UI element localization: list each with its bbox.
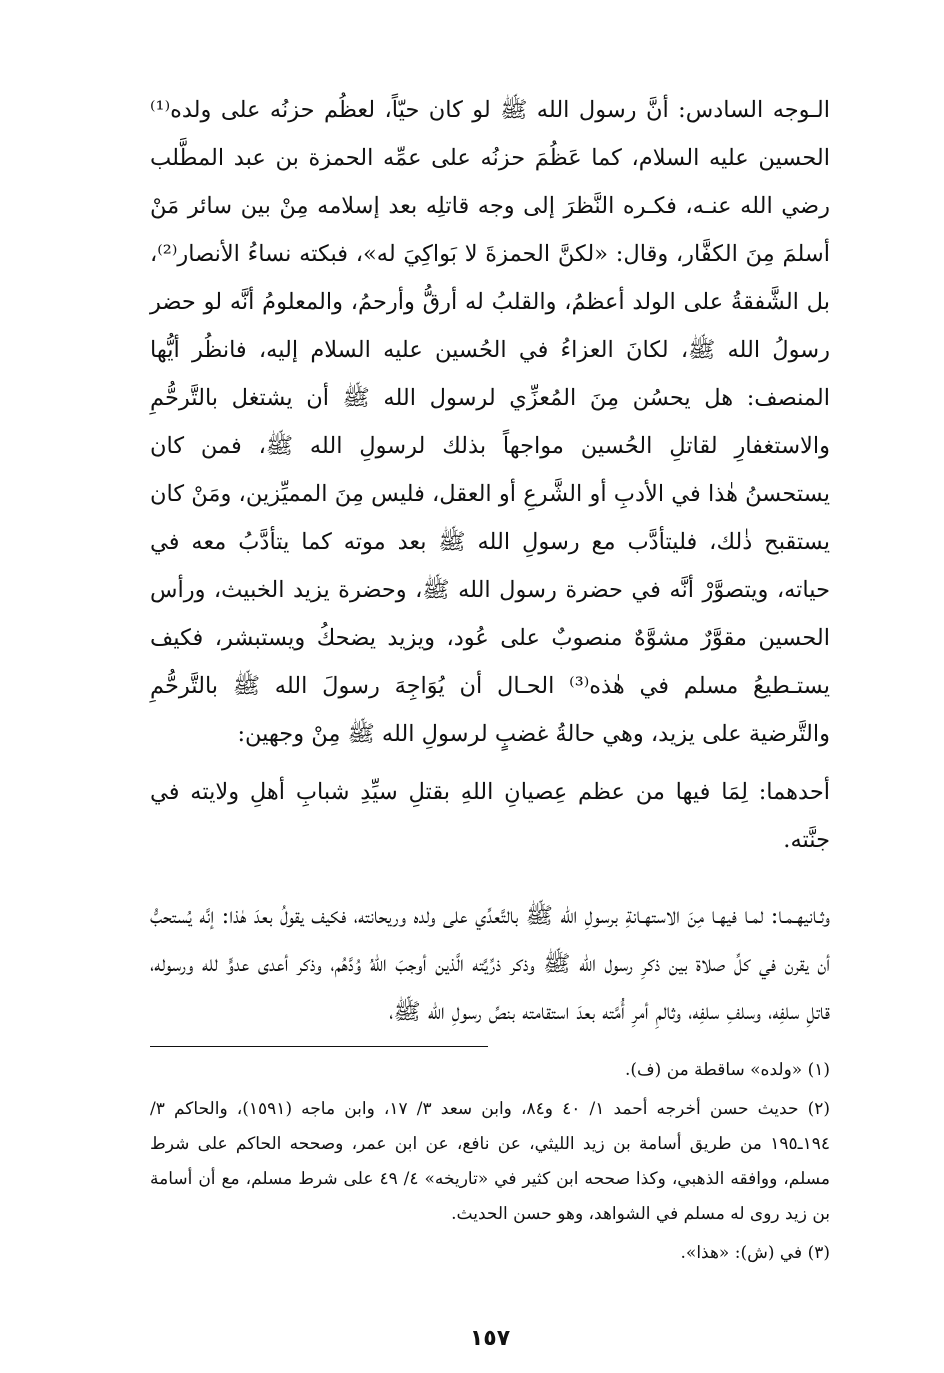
body-paragraph-2: أحدهما: لِمَا فيها من عظم عِصيانِ اللهِ بقتلِ سيِّدِ شبابِ أهلِ ولايته في جنَّته. [150, 779, 830, 853]
book-page [150, 74, 830, 1364]
body-paragraph-1: الـوجه السادس: أنَّ رسول الله ﷺ لو كان حيّاً، لعظُم حزنُه على ولده⁽¹⁾ الحسين عليه السلام، كما عَظُمَ حزنُه على عمِّه الحمزة بن عبد المطَّلب رضي الله عنـه، فكـره النَّظرَ إلى وجه قاتلِه بعد إسلامه مِنْ بين سائر مَنْ أسلمَ مِنَ الكفَّار، وقال: «لكنَّ الحمزةَ لا بَواكِيَ له»، فبكته نساءُ الأنصار⁽²⁾، بل الشَّفقةُ على الولد أعظمُ، والقلبُ له أرقُّ وأرحمُ، والمعلومُ أنَّه لو حضر رسولُ الله ﷺ، لكانَ العزاءُ في الحُسين عليه السلام إليه، فانظُر أيُّها المنصف: هل يحسُن مِنَ المُعزِّي لرسول الله ﷺ أن يشتغل بالتَّرحُّمِ والاستغفارِ لقاتلِ الحُسين مواجهاً بذلك لرسولِ الله ﷺ، فمن كان يستحسنُ هٰذا في الأدبِ أو الشَّرعِ أو العقل، فليس مِنَ المميِّزين، ومَنْ كان يستقبح ذٰلك، فليتأدَّب مع رسولِ الله ﷺ بعد موته كما يتأدَّبُ معه في حياته، ويتصوَّرْ أنَّه في حضرة رسول الله ﷺ، وحضرة يزيد الخبيث، ورأس الحسين مقوَّرٌ مشوَّهٌ منصوبٌ على عُود، ويزيد يضحكُ ويستبشر، فكيف يستـطيعُ مسلم في هٰذه⁽³⁾ الحـال أن يُوَاجِهَ رسولَ الله ﷺ بالتَّرحُّمِ والتَّرضية على يزيد، وهي حالةُ غضبٍ لرسولِ الله ﷺ مِنْ وجهين: [150, 97, 830, 747]
footnote-separator [150, 1046, 488, 1047]
body-paragraph-3: وثـانيهـمـا: لمـا فيهـا مِنَ الاستهـانةِ برسولِ الله ﷺ بالتَّعدِّي على ولده وريحانته، فكيف يقولُ بعدَ هٰذا: إنَّه يُستحبُّ أن يقرن في كلِّ صلاة بين ذكرِ رسول الله ﷺ وذكر ذرِّيَّته الَّذين أوجبَ اللهُ وُدَّهُم، وذكر أعدى عدوٍّ لله ورسوله، قاتلِ سلفِه، وسلفِ سلفِه، وثالمِ أمرِ أُمَّته بعدَ استقامته بنصِّ رسولِ الله ﷺ، [150, 903, 830, 1025]
footnote-1: (١) «ولده» ساقطة من (ف). [625, 1060, 830, 1080]
footnote-2: (٢) حديث حسن أخرجه أحمد ١/ ٤٠ و٨٤، وابن سعد ٣/ ١٧، وابن ماجه (١٥٩١)، والحاكم ٣/ ١٩٤ـ١٩٥ من طريق أسامة بن زيد الليثي، عن نافع، عن ابن عمر، وصححه الحاكم على شرط مسلم، ووافقه الذهبي، وكذا صححه ابن كثير في «تاريخه» ٤/ ٤٩ على شرط مسلم، مع أن أسامة بن زيد روى له مسلم في الشواهد، وهو حسن الحديث. [150, 1099, 830, 1224]
page-number: ١٥٧ [469, 1326, 511, 1351]
footnote-3: (٣) في (ش): «هذا». [680, 1243, 830, 1263]
footnotes [150, 1053, 830, 1271]
